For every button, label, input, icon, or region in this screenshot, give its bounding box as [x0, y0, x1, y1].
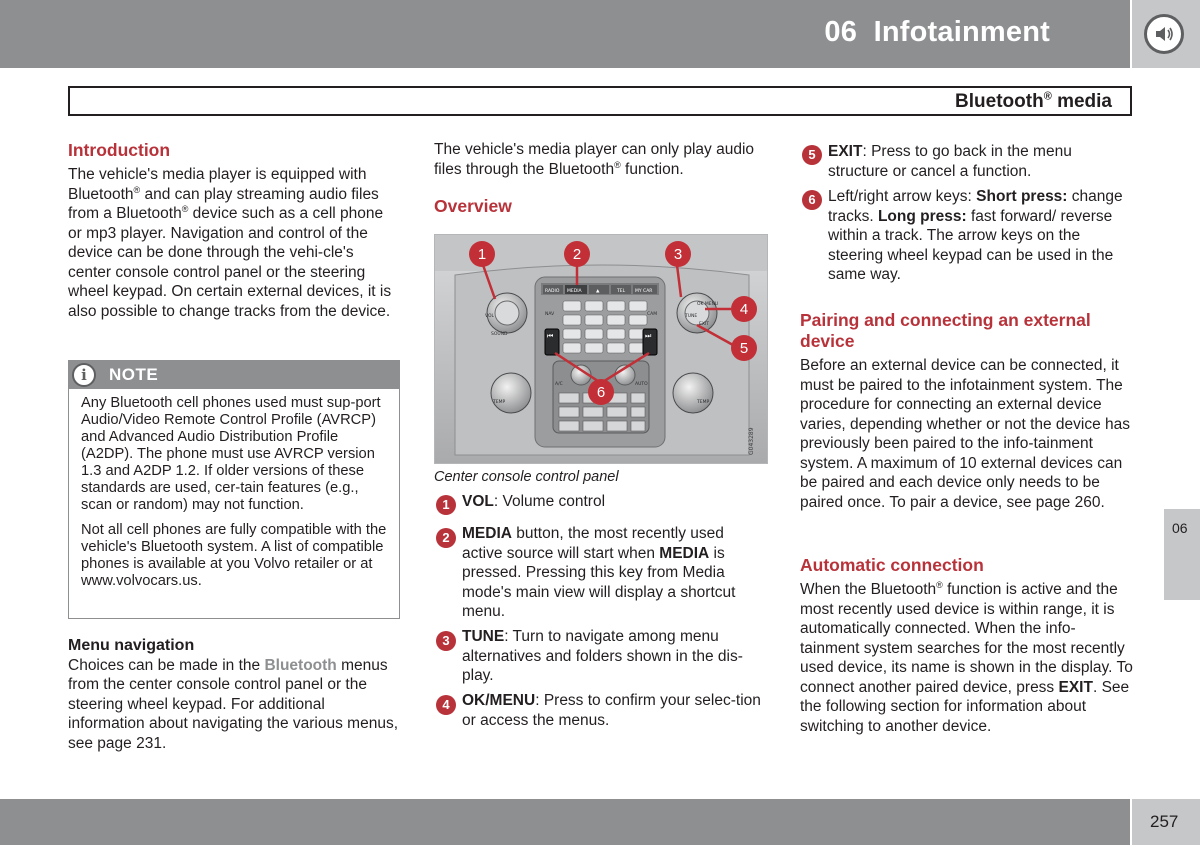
note-body — [69, 389, 399, 590]
speaker-icon — [1144, 14, 1184, 54]
number-badge: 4 — [436, 695, 456, 715]
page-number: 257 — [1150, 812, 1179, 831]
footer-bar — [0, 799, 1130, 845]
nav-label: NAV — [545, 312, 555, 317]
mycar-button-label: MY CAR — [635, 289, 653, 294]
center-console-illustration — [434, 234, 768, 464]
number-badge: 2 — [436, 528, 456, 548]
chapter-number: 06 — [824, 16, 858, 48]
svg-text:⏮: ⏮ — [547, 332, 554, 340]
bluetooth-menu-term: Bluetooth — [264, 656, 337, 674]
exit-label: EXIT — [699, 322, 710, 327]
list-item: 3 TUNE: Turn to navigate among menu alternatives and folders shown in the dis-play. — [434, 627, 768, 686]
automatic-connection-section — [800, 555, 1135, 736]
note-label: NOTE — [109, 365, 159, 384]
callout-4: 4 — [739, 301, 749, 318]
number-badge: 5 — [802, 145, 822, 165]
menu-navigation-paragraph: Choices can be made in the Bluetooth menus from the center console control panel or the steering wheel keypad. For additional information about navigating the various menus, see page 231. — [68, 656, 399, 752]
console-drawing — [435, 235, 768, 464]
pairing-heading: Pairing and connecting an external device — [800, 310, 1091, 351]
overview-heading: Overview — [434, 196, 512, 216]
vol-label: VOL — [485, 314, 495, 319]
automatic-connection-paragraph: When the Bluetooth® function is active and the most recently used device is within range, it is automatically connected. When the info-tainment system searches for the most recently used device, its name is shown in the display. To connect another paired device, press EXIT. See the following section for information about switching to another device. — [800, 579, 1133, 735]
pairing-paragraph: Before an external device can be connected, it must be paired to the infotainment system. The procedure for connecting an external device varies, depending whether or not the device has previously been paired to the info-tainment system. A maximum of 10 external devices can be paired and each device only needs to be paired once. To pair a device, see page 260. — [800, 357, 1131, 511]
menu-navigation-section — [68, 636, 400, 753]
note-paragraph-2: Not all cell phones are fully compatible with the vehicle's Bluetooth system. A list of compatible phones is available at you Volvo retailer or at www.volvocars.us. — [81, 522, 387, 589]
temp-left-label: TEMP — [493, 400, 506, 405]
note-box — [68, 360, 400, 619]
number-badge: 6 — [802, 190, 822, 210]
figure-caption: Center console control panel — [434, 469, 619, 485]
callout-3: 3 — [673, 246, 683, 263]
callout-6: 6 — [596, 384, 606, 401]
ac-label: A/C — [555, 382, 563, 387]
chapter-name: Infotainment — [873, 16, 1050, 48]
note-paragraph-1: Any Bluetooth cell phones used must sup-port Audio/Video Remote Control Profile (AVRCP) and Advanced Audio Distribution Profile (A2DP). The phone must use AVRCP version 1.3 and A2DP 1.2. If older versions of these standards are used, cer-tain features (e.g., scan or random) may not function. — [81, 395, 381, 513]
pairing-section — [800, 310, 1135, 512]
column-2 — [434, 140, 768, 217]
menu-navigation-heading: Menu navigation — [68, 637, 195, 654]
number-badge: 3 — [436, 631, 456, 651]
radio-button-label: RADIO — [545, 289, 560, 294]
svg-text:⏭: ⏭ — [645, 332, 652, 340]
cam-label: CAM — [647, 312, 658, 317]
callout-2: 2 — [572, 246, 582, 263]
note-header — [69, 361, 399, 389]
auto-label: AUTO — [635, 382, 648, 387]
number-badge: 1 — [436, 495, 456, 515]
header-bar — [0, 0, 1130, 68]
introduction-heading: Introduction — [68, 140, 171, 160]
section-title-bar — [68, 86, 1132, 116]
tune-label: TUNE — [685, 314, 698, 319]
introduction-paragraph: The vehicle's media player is equipped with Bluetooth® and can play streaming audio files from a Bluetooth® device such as a cell phone or mp3 player. Navigation and control of the device can be done through the vehi-cle's center console control panel or the steering wheel keypad. On certain external devices, it is also possible to change tracks from the device. — [68, 166, 392, 320]
temp-right-label: TEMP — [697, 400, 710, 405]
chapter-side-tab — [1164, 509, 1200, 600]
column-1 — [68, 140, 400, 321]
list-item: 6 Left/right arrow keys: Short press: change tracks. Long press: fast forward/ reverse within a track. The arrow keys on the steering wheel keypad can be used in the same way. — [800, 187, 1135, 285]
eject-button-label: ▲ — [596, 289, 600, 294]
media-button-label: MEDIA — [567, 289, 582, 294]
lead-paragraph: The vehicle's media player can only play audio files through the Bluetooth® function. — [434, 141, 755, 178]
list-item: 2 MEDIA button, the most recently used active source will start when MEDIA is pressed. Pressing this key from Media mode's main view will display a shortcut menu. — [434, 524, 768, 622]
tel-button-label: TEL — [617, 289, 626, 294]
info-icon: i — [72, 363, 96, 387]
callout-5: 5 — [739, 340, 749, 357]
figure-code: G043289 — [748, 427, 755, 455]
list-item: 4 OK/MENU: Press to confirm your selec-tion or access the menus. — [434, 691, 768, 730]
callout-1: 1 — [477, 246, 487, 263]
side-tab-label: 06 — [1172, 520, 1188, 536]
list-item: 5 EXIT: Press to go back in the menu structure or cancel a function. — [800, 142, 1135, 181]
sound-label: SOUND — [491, 332, 508, 337]
section-title: Bluetooth® media — [955, 90, 1112, 112]
automatic-connection-heading: Automatic connection — [800, 555, 984, 575]
chapter-title — [824, 16, 1050, 49]
ok-menu-label: OK MENU — [697, 302, 719, 307]
list-item: 1 VOL: Volume control — [434, 492, 768, 512]
